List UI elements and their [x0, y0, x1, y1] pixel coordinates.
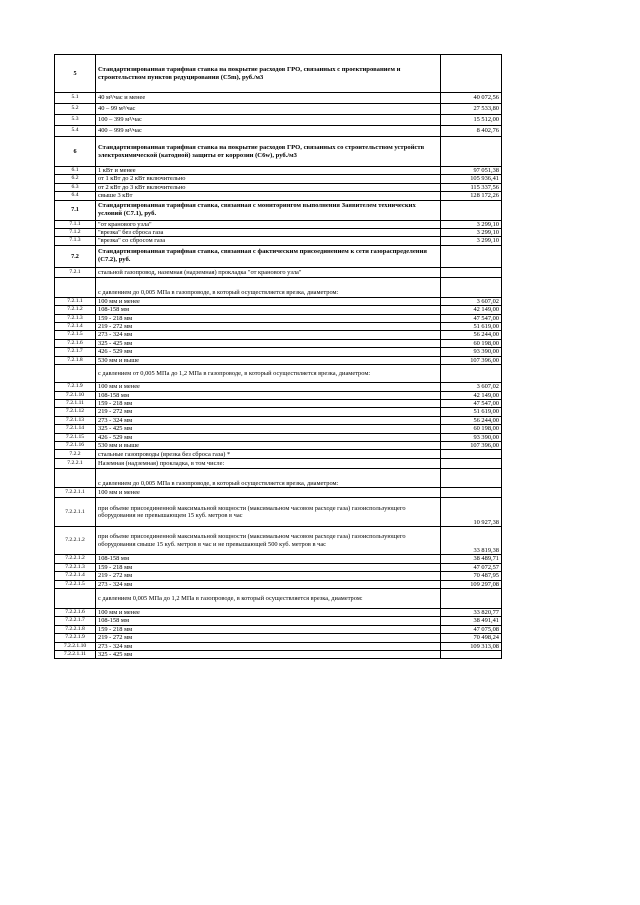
row-value [441, 365, 502, 383]
row-number: 7.1.1 [55, 220, 96, 228]
row-value [441, 651, 502, 659]
table-row [55, 183, 502, 191]
row-value: 93 390,00 [441, 433, 502, 441]
row-number: 7.2.1.4 [55, 323, 96, 331]
table-row [55, 416, 502, 424]
row-number: 7.2.2.1.2 [55, 527, 96, 555]
tariff-table [54, 54, 502, 659]
row-number: 5.1 [55, 93, 96, 104]
table-row [55, 383, 502, 391]
table-row [55, 588, 502, 608]
table-row [55, 617, 502, 625]
row-number: 7.1 [55, 200, 96, 220]
row-number: 7.2 [55, 245, 96, 267]
row-number: 7.2.2.1.2 [55, 555, 96, 563]
row-description: 219 - 272 мм [96, 634, 441, 642]
row-value: 3 299,10 [441, 229, 502, 237]
row-value [441, 267, 502, 277]
row-description: 325 - 425 мм [96, 339, 441, 347]
table-row [55, 563, 502, 571]
row-value: 97 051,38 [441, 167, 502, 175]
row-description: 100 мм и менее [96, 297, 441, 305]
table-row [55, 245, 502, 267]
row-description: 108-158 мм [96, 555, 441, 563]
table-row [55, 356, 502, 364]
row-description: 100 мм и менее [96, 488, 441, 498]
row-value: 47 547,00 [441, 314, 502, 322]
row-number: 7.1.3 [55, 237, 96, 245]
row-description: 273 - 324 мм [96, 416, 441, 424]
row-number: 7.2.1.10 [55, 391, 96, 399]
row-value: 56 244,00 [441, 331, 502, 339]
row-number: 7.2.1.13 [55, 416, 96, 424]
table-row [55, 555, 502, 563]
row-value: 128 172,26 [441, 192, 502, 200]
table-row [55, 167, 502, 175]
row-value: 51 619,00 [441, 408, 502, 416]
row-description: Стандартизированная тарифная ставка на покрытие расходов ГРО, связанных с проектированием и строительством пунктов редуцирования (C5m), руб./м3 [96, 55, 441, 93]
table-row [55, 651, 502, 659]
row-description: 530 мм и выше [96, 356, 441, 364]
row-value: 38 489,71 [441, 555, 502, 563]
row-value: 3 299,10 [441, 237, 502, 245]
row-description: стальной газопровод, наземная (надземная) прокладка "от кранового узла" [96, 267, 441, 277]
row-number: 7.1.2 [55, 229, 96, 237]
row-number: 7.2.1.8 [55, 356, 96, 364]
row-number: 7.2.2.1.10 [55, 642, 96, 650]
row-number: 5 [55, 55, 96, 93]
row-value [441, 450, 502, 459]
row-description: от 1 кВт до 2 кВт включительно [96, 175, 441, 183]
row-description: 100 мм и менее [96, 608, 441, 616]
row-number: 7.2.2.1.11 [55, 651, 96, 659]
row-value: 115 337,56 [441, 183, 502, 191]
row-description: Стандартизированная тарифная ставка, связанная с мониторингом выполнения Заявителем технических условий (С7.1), руб. [96, 200, 441, 220]
table-row [55, 469, 502, 488]
row-value: 3 299,10 [441, 220, 502, 228]
row-number [55, 365, 96, 383]
table-row [55, 527, 502, 555]
row-number: 7.2.2.1.8 [55, 625, 96, 633]
row-value: 107 396,00 [441, 441, 502, 449]
table-row [55, 192, 502, 200]
table-row [55, 220, 502, 228]
table-row [55, 306, 502, 314]
row-number: 7.2.1.7 [55, 348, 96, 356]
row-number: 7.2.1.11 [55, 399, 96, 407]
row-number: 7.2.2.1.5 [55, 580, 96, 588]
row-value: 15 512,00 [441, 115, 502, 126]
table-row [55, 297, 502, 305]
row-description: "врезка" со сбросом газа [96, 237, 441, 245]
row-value: 93 390,00 [441, 348, 502, 356]
row-value [441, 55, 502, 93]
table-row [55, 488, 502, 498]
row-number: 6 [55, 137, 96, 167]
table-row [55, 365, 502, 383]
row-value: 42 149,00 [441, 391, 502, 399]
row-value: 51 619,00 [441, 323, 502, 331]
row-number: 7.2.1.16 [55, 441, 96, 449]
row-number [55, 588, 96, 608]
table-row [55, 104, 502, 115]
row-description: 273 - 324 мм [96, 331, 441, 339]
row-description: 400 – 999 м³/час [96, 126, 441, 137]
table-row [55, 450, 502, 459]
table-row [55, 625, 502, 633]
table-row [55, 55, 502, 93]
row-value: 42 149,00 [441, 306, 502, 314]
row-value [441, 488, 502, 498]
row-description: 426 - 529 мм [96, 433, 441, 441]
row-value [441, 245, 502, 267]
row-description: 1 кВт и менее [96, 167, 441, 175]
row-value: 109 313,08 [441, 642, 502, 650]
row-number: 7.2.1.6 [55, 339, 96, 347]
row-number: 7.2.1.15 [55, 433, 96, 441]
row-description: 100 мм и менее [96, 383, 441, 391]
row-description: 159 - 218 мм [96, 399, 441, 407]
row-description: "от кранового узла" [96, 220, 441, 228]
row-description: 219 - 272 мм [96, 408, 441, 416]
row-description: стальные газопроводы (врезка без сброса газа) * [96, 450, 441, 459]
table-row [55, 126, 502, 137]
row-value: 56 244,00 [441, 416, 502, 424]
row-description: 325 - 425 мм [96, 425, 441, 433]
table-row [55, 498, 502, 527]
table-row [55, 572, 502, 580]
row-value: 70 487,95 [441, 572, 502, 580]
row-number: 7.2.1.12 [55, 408, 96, 416]
row-number: 7.2.2.1.4 [55, 572, 96, 580]
table-row [55, 137, 502, 167]
row-value: 107 396,00 [441, 356, 502, 364]
table-row [55, 229, 502, 237]
row-value: 33 820,77 [441, 608, 502, 616]
row-value: 8 402,76 [441, 126, 502, 137]
row-value: 33 819,38 [441, 527, 502, 555]
row-description: 426 - 529 мм [96, 348, 441, 356]
row-description: свыше 3 кВт [96, 192, 441, 200]
row-number: 6.3 [55, 183, 96, 191]
table-row [55, 642, 502, 650]
row-value: 38 491,41 [441, 617, 502, 625]
row-value: 40 072,56 [441, 93, 502, 104]
table-row [55, 348, 502, 356]
row-number [55, 277, 96, 297]
row-number: 7.2.1.14 [55, 425, 96, 433]
row-value: 105 936,41 [441, 175, 502, 183]
table-row [55, 314, 502, 322]
row-number: 7.2.2.1.1 [55, 488, 96, 498]
row-description: 108-158 мм [96, 391, 441, 399]
row-number: 5.4 [55, 126, 96, 137]
row-number: 6.4 [55, 192, 96, 200]
row-value: 10 927,38 [441, 498, 502, 527]
row-description: 108-158 мм [96, 617, 441, 625]
table-row [55, 115, 502, 126]
row-number: 7.2.2.1.1 [55, 498, 96, 527]
row-number: 5.3 [55, 115, 96, 126]
row-value: 109 297,08 [441, 580, 502, 588]
table-row [55, 323, 502, 331]
table-row [55, 267, 502, 277]
table-row [55, 608, 502, 616]
row-description: 530 мм и выше [96, 441, 441, 449]
row-number: 6.2 [55, 175, 96, 183]
row-value: 60 198,00 [441, 425, 502, 433]
row-description: с давлением 0,005 МПа до 1,2 МПа в газопроводе, в который осуществляется врезка, диаметром: [96, 588, 441, 608]
row-description: 159 - 218 мм [96, 314, 441, 322]
row-number: 7.2.2.1.6 [55, 608, 96, 616]
row-number: 7.2.2.1.3 [55, 563, 96, 571]
table-row [55, 339, 502, 347]
row-value: 47 075,08 [441, 625, 502, 633]
row-description: 100 – 399 м³/час [96, 115, 441, 126]
row-description: 219 - 272 мм [96, 323, 441, 331]
row-number: 7.2.2 [55, 450, 96, 459]
row-description: 108-158 мм [96, 306, 441, 314]
table-row [55, 634, 502, 642]
row-number: 7.2.1.2 [55, 306, 96, 314]
table-row [55, 399, 502, 407]
row-description: с давлением от 0,005 МПа до 1,2 МПа в газопроводе, в который осуществляется врезка, диаметром: [96, 365, 441, 383]
table-row [55, 237, 502, 245]
row-number: 6.1 [55, 167, 96, 175]
row-value: 3 607,02 [441, 383, 502, 391]
row-description: 40 – 99 м³/час [96, 104, 441, 115]
row-description: 273 - 324 мм [96, 642, 441, 650]
row-value: 3 607,02 [441, 297, 502, 305]
table-row [55, 200, 502, 220]
table-row [55, 580, 502, 588]
row-value [441, 459, 502, 469]
table-row [55, 441, 502, 449]
table-row [55, 93, 502, 104]
row-description: Наземная (надземная) прокладка, в том числе: [96, 459, 441, 469]
row-value [441, 137, 502, 167]
row-number: 7.2.1.1 [55, 297, 96, 305]
row-value [441, 277, 502, 297]
row-number: 5.2 [55, 104, 96, 115]
row-number: 7.2.2.1.9 [55, 634, 96, 642]
row-value: 47 072,57 [441, 563, 502, 571]
row-number [55, 469, 96, 488]
row-value: 47 547,00 [441, 399, 502, 407]
table-row [55, 331, 502, 339]
row-description: "врезка" без сброса газа [96, 229, 441, 237]
row-value: 60 198,00 [441, 339, 502, 347]
tariff-table-body [55, 55, 502, 659]
table-row [55, 433, 502, 441]
row-description: 159 - 218 мм [96, 625, 441, 633]
row-description: с давлением до 0,005 МПа в газопроводе, в который осуществляется врезка, диаметром: [96, 469, 441, 488]
row-number: 7.2.1 [55, 267, 96, 277]
row-description: от 2 кВт до 3 кВт включительно [96, 183, 441, 191]
row-description: 219 - 272 мм [96, 572, 441, 580]
row-description: с давлением до 0,005 МПа в газопроводе, в который осуществляется врезка, диаметром: [96, 277, 441, 297]
row-number: 7.2.1.5 [55, 331, 96, 339]
row-description: при объеме присоединенной максимальной мощности (максимальном часовом расходе газа) газоиспользующего оборудования не превышающем 15 куб. метров в час [96, 498, 441, 527]
row-description: при объеме присоединенной максимальной мощности (максимальном часовом расходе газа) газоиспользующего оборудования свыше 15 куб. метров в час и не превышающей 500 куб. метров в час [96, 527, 441, 555]
row-description: 273 - 324 мм [96, 580, 441, 588]
row-value [441, 200, 502, 220]
table-row [55, 408, 502, 416]
row-value: 70 498,24 [441, 634, 502, 642]
row-value: 27 533,80 [441, 104, 502, 115]
table-row [55, 175, 502, 183]
table-row [55, 391, 502, 399]
row-value [441, 469, 502, 488]
row-description: Стандартизированная тарифная ставка, связанная с фактическим присоединением к сети газораспределения (С7.2), руб. [96, 245, 441, 267]
row-number: 7.2.1.3 [55, 314, 96, 322]
table-row [55, 277, 502, 297]
row-number: 7.2.1.9 [55, 383, 96, 391]
row-number: 7.2.2.1.7 [55, 617, 96, 625]
table-row [55, 459, 502, 469]
row-value [441, 588, 502, 608]
row-description: 40 м³/час и менее [96, 93, 441, 104]
row-number: 7.2.2.1 [55, 459, 96, 469]
row-description: 159 - 218 мм [96, 563, 441, 571]
table-row [55, 425, 502, 433]
row-description: 325 - 425 мм [96, 651, 441, 659]
row-description: Стандартизированная тарифная ставка на покрытие расходов ГРО, связанных со строительством устройств электрохимической (катодной) защиты от коррозии (C6w), руб./м3 [96, 137, 441, 167]
